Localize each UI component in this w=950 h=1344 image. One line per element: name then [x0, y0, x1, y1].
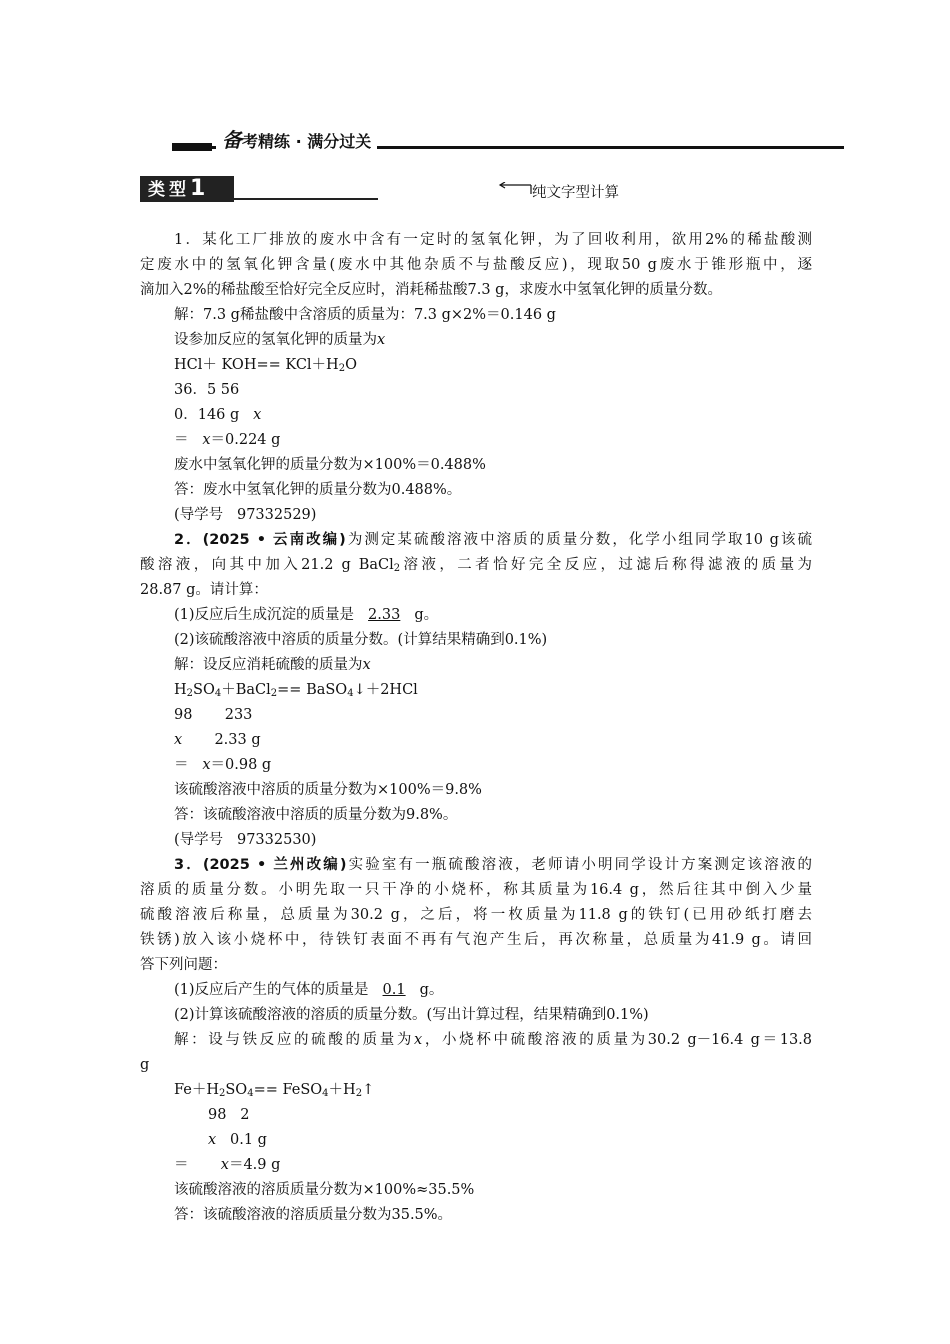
- q1-mass-row-1: 36．5 56: [174, 382, 240, 398]
- q3-line-3: 硫酸溶液后称量，总质量为30.2 g，之后，将一枚质量为11.8 g的铁钉(已用砂纸打磨去: [140, 907, 812, 923]
- q2-equation: $H_2SO_4+BaCl_2==$ BaSO$_4$↓＋2HCl: [174, 682, 418, 699]
- type-rule: [234, 198, 378, 200]
- q2-fraction: 该硫酸溶液中溶质的质量分数为×100%＝9.8%: [174, 782, 482, 798]
- q1-equation: $HCl+ KOH== KCl+H_2O$: [174, 357, 357, 374]
- q2-ratio: ＝ x＝0.98 g: [174, 757, 272, 773]
- q2-mass-row-1: 98 233: [174, 707, 253, 723]
- q3-part-2: (2)计算该硫酸溶液的溶质的质量分数。(写出计算过程，结果精确到0.1%): [174, 1007, 649, 1023]
- q1-answer: 答：废水中氢氧化钾的质量分数为0.488%。: [174, 482, 462, 498]
- banner-stub: [172, 143, 212, 151]
- q1-solution-2: 设参加反应的氢氧化钾的质量为x: [174, 332, 386, 348]
- q3-line-1: 3．(2025 • 兰州改编)实验室有一瓶硫酸溶液，老师请小明同学设计方案测定该溶液的: [174, 857, 812, 873]
- document-body: [140, 228, 812, 1228]
- q3-mass-row-1: 98 2: [208, 1107, 250, 1123]
- q3-answer-blank: 0.1: [382, 982, 406, 998]
- q2-reference: (导学号 97332530): [174, 832, 317, 848]
- q3-line-4: 铁锈)放入该小烧杯中，待铁钉表面不再有气泡产生后，再次称量，总质量为41.9 g。请回: [140, 932, 812, 948]
- section-banner: [172, 128, 844, 158]
- q3-solution-1-cont: g: [140, 1057, 150, 1073]
- q2-answer-blank: 2.33: [368, 607, 401, 623]
- q3-equation: $Fe+H_2SO_4==$ $FeSO_4+H_2↑$: [174, 1082, 375, 1099]
- q2-line-3: 28.87 g。请计算：: [140, 582, 268, 598]
- q3-part-1: (1)反应后产生的气体的质量是 0.1 g。: [174, 982, 444, 998]
- q1-fraction: 废水中氢氧化钾的质量分数为×100%＝0.488%: [174, 457, 486, 473]
- type-heading: [140, 176, 380, 202]
- q2-part-2: (2)该硫酸溶液中溶质的质量分数。(计算结果精确到0.1%): [174, 632, 548, 648]
- q3-fraction: 该硫酸溶液的溶质质量分数为×100%≈35.5%: [174, 1182, 475, 1198]
- q2-line-1: 2．(2025 • 云南改编)为测定某硫酸溶液中溶质的质量分数，化学小组同学取10 g该硫: [174, 532, 812, 548]
- q2-line-2: 酸溶液，向其中加入21.2 g BaCl$_2$溶液，二者恰好完全反应，过滤后称得滤液的质量为: [140, 557, 812, 574]
- arrow-left-icon: [498, 182, 532, 194]
- banner-title: 备考精练 · 满分过关: [216, 128, 377, 152]
- type-topic: 纯文字型计算: [532, 182, 619, 204]
- q1-solution-1: 解：7.3 g稀盐酸中含溶质的质量为：7.3 g×2%＝0.146 g: [174, 307, 556, 323]
- q3-mass-row-2: x 0.1 g: [208, 1132, 267, 1148]
- q1-line-2: 定废水中的氢氧化钾含量(废水中其他杂质不与盐酸反应)，现取50 g废水于锥形瓶中，逐: [140, 257, 812, 273]
- q1-line-3: 滴加入2%的稀盐酸至恰好完全反应时，消耗稀盐酸7.3 g，求废水中氢氧化钾的质量分数。: [140, 282, 722, 298]
- q1-ratio: ＝ x＝0.224 g: [174, 432, 281, 448]
- q1-reference: (导学号 97332529): [174, 507, 317, 523]
- q3-answer: 答：该硫酸溶液的溶质质量分数为35.5%。: [174, 1207, 453, 1223]
- q3-ratio: ＝ x＝4.9 g: [174, 1157, 281, 1173]
- type-badge: 类型1: [140, 176, 234, 202]
- q3-line-2: 溶质的质量分数。小明先取一只干净的小烧杯，称其质量为16.4 g，然后往其中倒入少量: [140, 882, 812, 898]
- q2-part-1: (1)反应后生成沉淀的质量是 2.33 g。: [174, 607, 439, 623]
- q2-answer: 答：该硫酸溶液中溶质的质量分数为9.8%。: [174, 807, 458, 823]
- q3-line-5: 答下列问题：: [140, 957, 227, 973]
- q2-mass-row-2: x 2.33 g: [174, 732, 261, 748]
- q1-mass-row-2: 0．146 g x: [174, 407, 262, 423]
- q2-solution-1: 解：设反应消耗硫酸的质量为x: [174, 657, 371, 673]
- q1-line-1: 1．某化工厂排放的废水中含有一定时的氢氧化钾，为了回收利用，欲用2%的稀盐酸测: [174, 232, 812, 248]
- q3-solution-1: 解：设与铁反应的硫酸的质量为x，小烧杯中硫酸溶液的质量为30.2 g－16.4 g＝13.8: [174, 1032, 812, 1048]
